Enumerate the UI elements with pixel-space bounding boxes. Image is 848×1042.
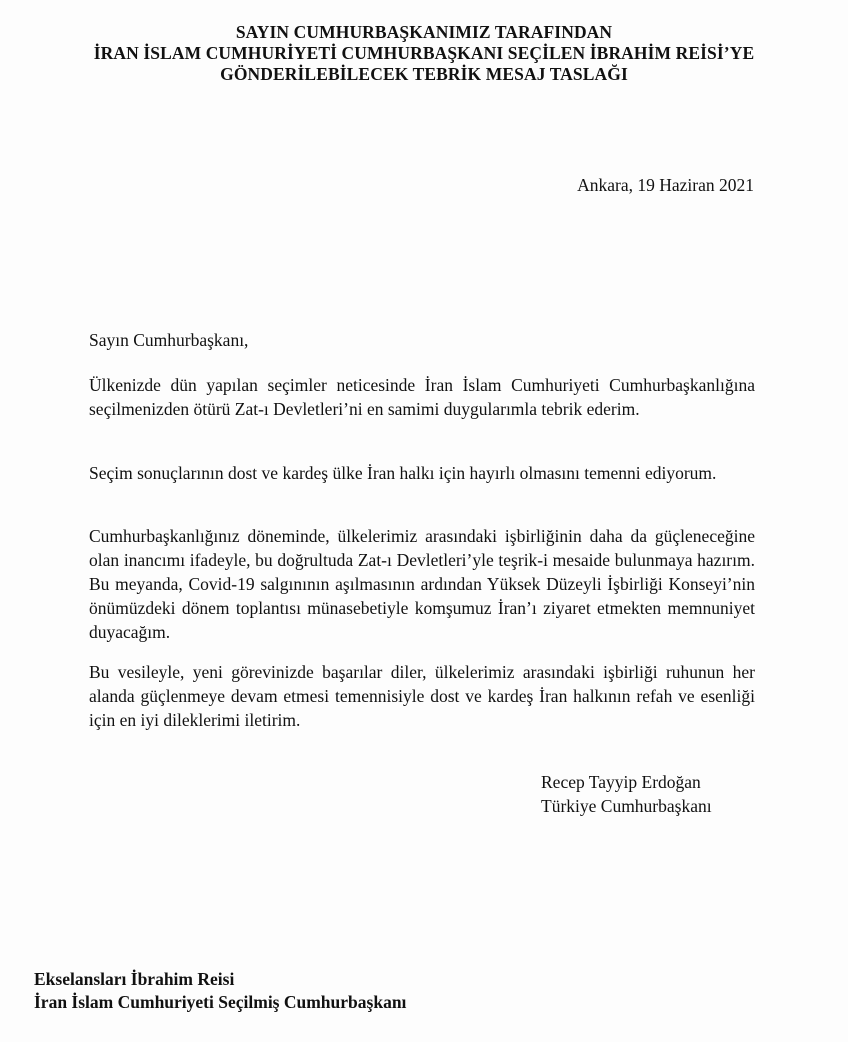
header-line-1: SAYIN CUMHURBAŞKANIMIZ TARAFINDAN (235, 22, 613, 42)
recipient-name: Ekselansları İbrahim Reisi (34, 969, 235, 989)
signature-title: Türkiye Cumhurbaşkanı (541, 796, 712, 816)
document-header (0, 22, 848, 85)
header-line-3: GÖNDERİLEBİLECEK TEBRİK MESAJ TASLAĞI (220, 64, 628, 84)
paragraph-closing: Bu vesileyle, yeni görevinizde başarılar diler, ülkelerimiz arasındaki işbirliği ruhunun her alanda güçlenmeye devam etmesi temennisiyle dost ve kardeş İran halkının refah ve esenliği için en iyi dileklerimi iletirim. (89, 662, 755, 730)
paragraph-congratulation: Ülkenizde dün yapılan seçimler neticesinde İran İslam Cumhuriyeti Cumhurbaşkanlığına seçilmenizden ötürü Zat-ı Devletleri’ni en samimi duygularımla tebrik ederim. (89, 375, 755, 419)
recipient-block (34, 968, 406, 1014)
signature-block (541, 770, 712, 818)
signature-name: Recep Tayyip Erdoğan (541, 772, 701, 792)
paragraph-cooperation: Cumhurbaşkanlığınız döneminde, ülkelerimiz arasındaki işbirliğinin daha da güçleneceğine olan inancımı ifadeyle, bu doğrultuda Zat-ı Devletleri’yle teşrik-i mesaide bulunmaya hazırım. Bu meyanda, Covid-19 salgınının aşılmasının ardından Yüksek Düzeyli İşbirliği Konseyi’nin önümüzdeki dönem toplantısı münasebetiyle komşumuz İran’ı ziyaret etmekten memnuniyet duyacağım. (89, 526, 755, 642)
letter-date: Ankara, 19 Haziran 2021 (577, 175, 754, 195)
paragraph-wishes: Seçim sonuçlarının dost ve kardeş ülke İran halkı için hayırlı olmasını temenni ediyorum. (89, 463, 717, 483)
salutation: Sayın Cumhurbaşkanı, (89, 330, 249, 350)
header-line-2: İRAN İSLAM CUMHURİYETİ CUMHURBAŞKANI SEÇİLEN İBRAHİM REİSİ’YE (93, 43, 755, 63)
recipient-title: İran İslam Cumhuriyeti Seçilmiş Cumhurbaşkanı (34, 992, 407, 1012)
